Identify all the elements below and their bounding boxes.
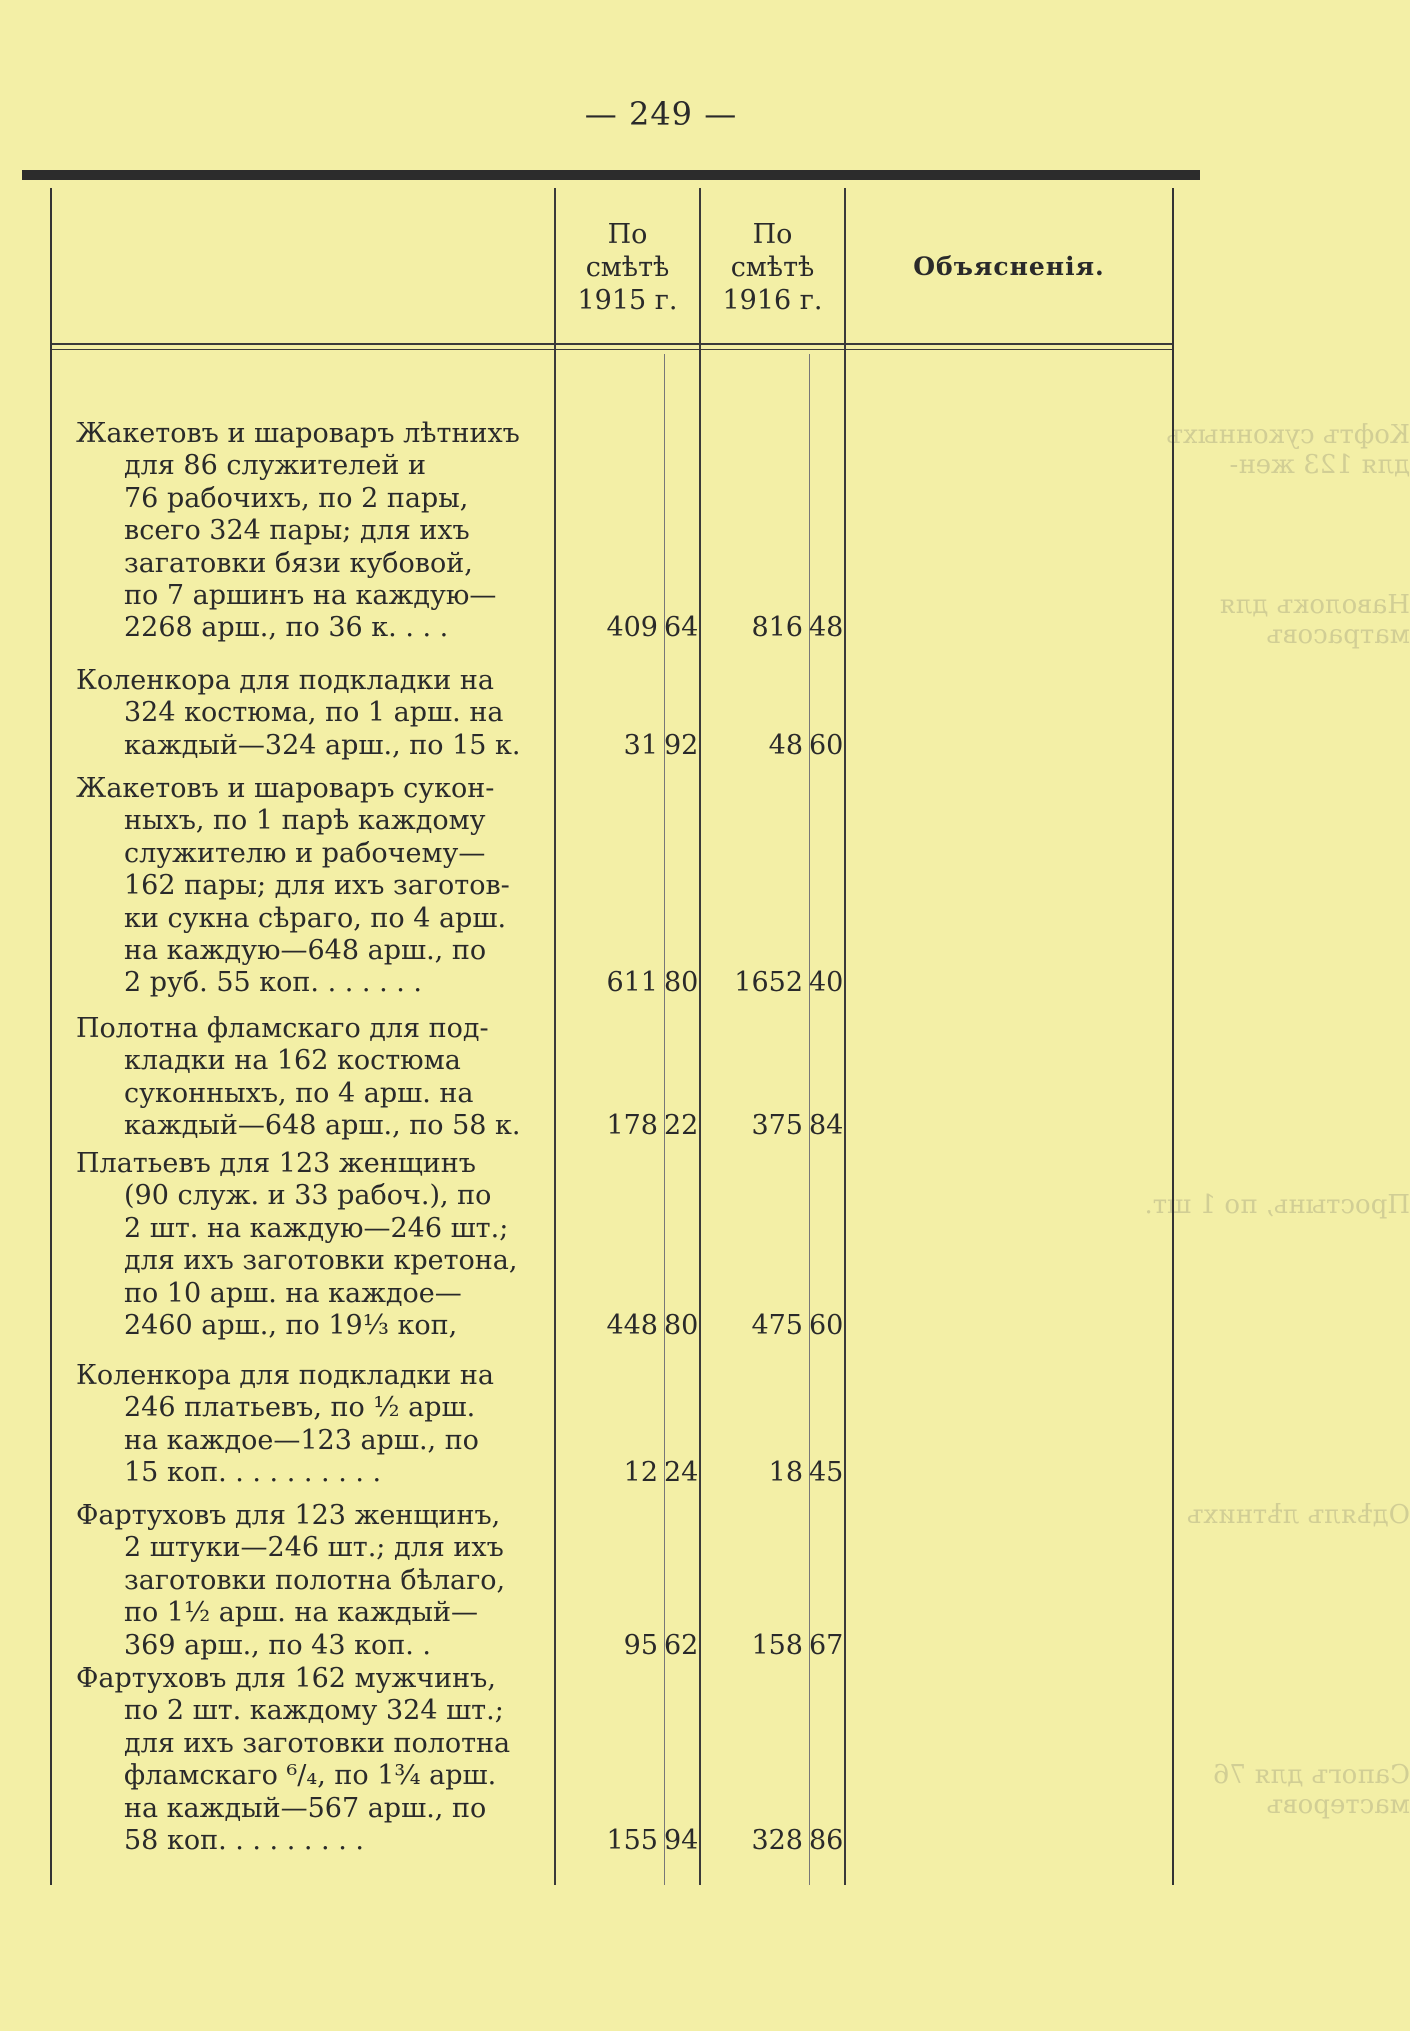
row-text-line: 2 штуки—246 шт.; для ихъ bbox=[124, 1532, 504, 1564]
header-1916-line: По bbox=[752, 219, 793, 250]
amount-1916-kopecks: 40 bbox=[809, 967, 844, 999]
table-row bbox=[76, 418, 546, 645]
top-rule bbox=[22, 170, 1200, 180]
amount-1915-rubles: 448 bbox=[606, 1310, 658, 1341]
bleed-text: Сапогъ для 76 мастеровъ bbox=[1212, 1760, 1410, 1820]
header-rule bbox=[52, 349, 1172, 350]
table-row bbox=[76, 1148, 546, 1342]
header-rule bbox=[52, 343, 1172, 345]
row-text-line: по 1½ арш. на каждый— bbox=[124, 1597, 479, 1629]
amount-1915-rubles: 178 bbox=[606, 1110, 658, 1142]
amount-1915-kopecks: 62 bbox=[664, 1629, 699, 1661]
row-text-line: 2268 арш., по 36 к. . . . bbox=[124, 612, 449, 644]
table-row bbox=[76, 773, 546, 1000]
header-1915-line: 1915 г. bbox=[577, 285, 678, 316]
bleed-text: Наволокъ для матрасовъ bbox=[1219, 590, 1410, 650]
amount-1915-kopecks: 80 bbox=[664, 967, 699, 999]
header-1915-line: смѣтѣ bbox=[585, 252, 670, 283]
amount-1916-kopecks: 86 bbox=[809, 1825, 844, 1856]
row-text-line: загатовки бязи кубовой, bbox=[124, 547, 473, 579]
row-text-line: 15 коп. . . . . . . . . . bbox=[124, 1457, 382, 1489]
row-text-line: Полотна фламскаго для под- bbox=[76, 1013, 489, 1044]
page-number: — 249 — bbox=[584, 95, 738, 133]
row-text-line: ки сукна сѣраго, по 4 арш. bbox=[124, 902, 507, 934]
amount-1916-rubles: 18 bbox=[768, 1457, 803, 1489]
bleed-text: Простынь, по 1 шт. bbox=[1144, 1190, 1410, 1220]
row-text-line: Фартуховъ для 162 мужчинъ, bbox=[76, 1663, 496, 1694]
row-text-line: для ихъ заготовки полотна bbox=[124, 1727, 511, 1759]
row-text-line: ныхъ, по 1 парѣ каждому bbox=[124, 805, 486, 837]
row-text-line: 246 платьевъ, по ½ арш. bbox=[124, 1392, 476, 1424]
amount-1915-rubles: 31 bbox=[623, 729, 658, 761]
row-text-line: 324 костюма, по 1 арш. на bbox=[124, 697, 504, 729]
amount-1915-rubles: 155 bbox=[606, 1825, 658, 1856]
amount-1915-kopecks: 22 bbox=[664, 1110, 699, 1142]
row-text-line: служителю и рабочему— bbox=[124, 837, 486, 869]
amount-1916-rubles: 48 bbox=[768, 729, 803, 761]
row-text-line: Коленкора для подкладки на bbox=[76, 665, 494, 696]
row-text-line: для 86 служителей и bbox=[124, 450, 426, 482]
amount-1916-kopecks: 84 bbox=[809, 1110, 844, 1142]
row-text-line: 58 коп. . . . . . . . . bbox=[124, 1825, 364, 1857]
amount-1916-rubles: 1652 bbox=[734, 967, 803, 999]
row-text-line: кладки на 162 костюма bbox=[124, 1045, 461, 1077]
row-text-line: каждый—324 арш., по 15 к. bbox=[124, 729, 521, 761]
table-row bbox=[76, 1360, 546, 1490]
amount-1915-rubles: 12 bbox=[623, 1457, 658, 1489]
amount-1916-rubles: 816 bbox=[751, 612, 803, 644]
amount-1916-kopecks: 60 bbox=[809, 1310, 844, 1341]
header-1916 bbox=[701, 218, 844, 317]
table-row bbox=[76, 1663, 546, 1857]
amount-1915-rubles: 95 bbox=[623, 1629, 658, 1661]
row-text-line: суконныхъ, по 4 арш. на bbox=[124, 1077, 474, 1109]
row-text-line: по 7 аршинъ на каждую— bbox=[124, 580, 497, 612]
row-text-line: Платьевъ для 123 женщинъ bbox=[76, 1148, 476, 1179]
amount-1916-rubles: 475 bbox=[751, 1310, 803, 1341]
table-row bbox=[76, 1500, 546, 1662]
row-text-line: заготовки полотна бѣлаго, bbox=[124, 1564, 506, 1596]
amount-1915-kopecks: 92 bbox=[664, 729, 699, 761]
amount-1915-kopecks: 80 bbox=[664, 1310, 699, 1341]
amount-1916-rubles: 158 bbox=[751, 1629, 803, 1661]
row-text-line: 369 арш., по 43 коп. . bbox=[124, 1629, 431, 1661]
row-text-line: 2460 арш., по 19⅓ коп, bbox=[124, 1310, 458, 1342]
header-1915 bbox=[556, 218, 699, 317]
amount-1915-kopecks: 94 bbox=[664, 1825, 699, 1856]
table-row bbox=[76, 1013, 546, 1143]
row-text-line: на каждую—648 арш., по bbox=[124, 935, 487, 967]
amount-1916-kopecks: 60 bbox=[809, 729, 844, 761]
row-text-line: 2 шт. на каждую—246 шт.; bbox=[124, 1212, 509, 1244]
amount-1915-kopecks: 24 bbox=[664, 1457, 699, 1489]
row-text-line: на каждое—123 арш., по bbox=[124, 1424, 479, 1456]
row-text-line: всего 324 пары; для ихъ bbox=[124, 515, 470, 547]
row-text-line: Жакетовъ и шароваръ лѣтнихъ bbox=[76, 418, 520, 449]
amount-1915-rubles: 611 bbox=[606, 967, 658, 999]
row-text-line: Фартуховъ для 123 женщинъ, bbox=[76, 1500, 501, 1531]
amount-1915-kopecks: 64 bbox=[664, 612, 699, 644]
row-text-line: Жакетовъ и шароваръ сукон- bbox=[76, 773, 495, 804]
header-1916-line: 1916 г. bbox=[722, 285, 823, 316]
row-text-line: Коленкора для подкладки на bbox=[76, 1360, 494, 1391]
amount-1915-rubles: 409 bbox=[606, 612, 658, 644]
header-explanations: Объясненія. bbox=[913, 252, 1105, 281]
row-text-line: по 10 арш. на каждое— bbox=[124, 1277, 462, 1309]
row-text-line: 76 рабочихъ, по 2 пары, bbox=[124, 482, 469, 514]
row-text-line: фламскаго ⁶/₄, по 1¾ арш. bbox=[124, 1760, 497, 1792]
amount-1916-kopecks: 48 bbox=[809, 612, 844, 644]
header-1916-line: смѣтѣ bbox=[730, 252, 815, 283]
row-text-line: 2 руб. 55 коп. . . . . . . bbox=[124, 967, 422, 999]
amount-1916-kopecks: 67 bbox=[809, 1629, 844, 1661]
table-row bbox=[76, 665, 546, 762]
row-text-line: для ихъ заготовки кретона, bbox=[124, 1245, 518, 1277]
header-1915-line: По bbox=[607, 219, 648, 250]
bleed-text: Кофтъ суконныхъ для 123 жен- bbox=[1166, 420, 1410, 480]
column-divider bbox=[554, 188, 556, 1885]
row-text-line: каждый—648 арш., по 58 к. bbox=[124, 1110, 521, 1142]
row-text-line: 162 пары; для ихъ заготов- bbox=[124, 870, 510, 902]
amount-1916-rubles: 328 bbox=[751, 1825, 803, 1856]
row-text-line: по 2 шт. каждому 324 шт.; bbox=[124, 1695, 504, 1727]
row-text-line: (90 служ. и 33 рабоч.), по bbox=[124, 1180, 492, 1212]
amount-1916-kopecks: 45 bbox=[809, 1457, 844, 1489]
bleed-text: Одѣялъ лѣтнихъ bbox=[1186, 1500, 1410, 1530]
row-text-line: на каждый—567 арш., по bbox=[124, 1792, 487, 1824]
amount-1916-rubles: 375 bbox=[751, 1110, 803, 1142]
